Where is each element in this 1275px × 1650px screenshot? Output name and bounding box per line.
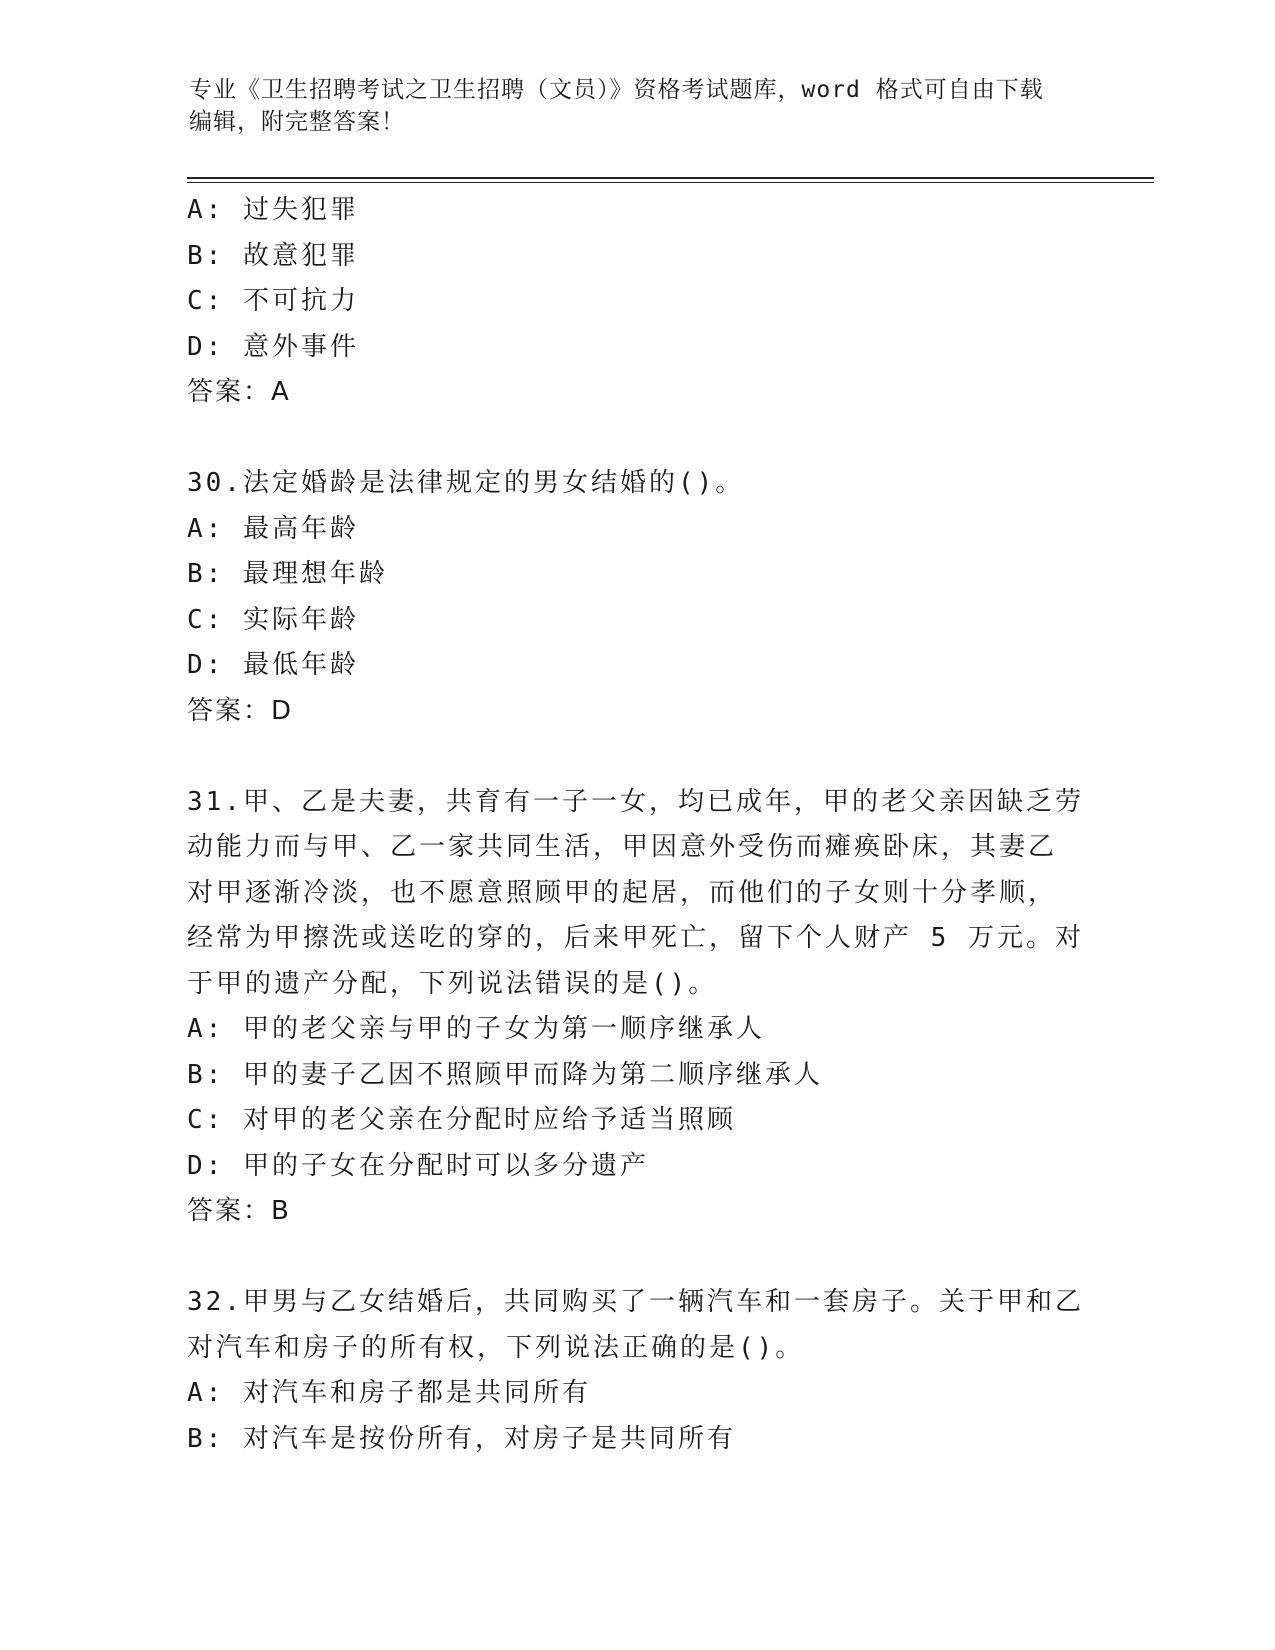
question-stem: 对汽车和房子的所有权，下列说法正确的是()。 (187, 1332, 805, 1363)
header-divider-thick (187, 177, 1154, 179)
option-b: B: 甲的妻子乙因不照顾甲而降为第二顺序继承人 (187, 1059, 823, 1090)
header-line-2: 编辑，附完整答案！ (189, 109, 405, 135)
option-c: C: 对甲的老父亲在分配时应给予适当照顾 (187, 1105, 736, 1135)
question-stem: 31.甲、乙是夫妻，共育有一子一女，均已成年，甲的老父亲因缺乏劳 (187, 786, 1084, 817)
option-d: D: 意外事件 (187, 331, 359, 362)
header-line-1: 专业《卫生招聘考试之卫生招聘（文员）》资格考试题库，word 格式可自由下载 (189, 77, 1044, 103)
answer-line: 答案：B (187, 1196, 291, 1226)
option-a: A: 过失犯罪 (187, 195, 359, 225)
question-stem: 对甲逐渐冷淡，也不愿意照顾甲的起居，而他们的子女则十分孝顺， (187, 877, 1058, 908)
question-32-block (187, 1280, 1087, 1462)
option-d: D: 最低年龄 (187, 650, 359, 680)
question-content (187, 188, 1087, 1462)
question-stem: 于甲的遗产分配，下列说法错误的是()。 (187, 968, 718, 999)
option-c: C: 实际年龄 (187, 604, 359, 635)
question-31-block (187, 780, 1087, 1235)
question-30-block (187, 461, 1087, 734)
option-a: A: 对汽车和房子都是共同所有 (187, 1378, 591, 1408)
previous-question-block (187, 188, 1087, 416)
question-stem: 经常为甲擦洗或送吃的穿的，后来甲死亡，留下个人财产 5 万元。对 (187, 923, 1084, 953)
header-divider-thin (187, 182, 1154, 183)
question-stem: 30.法定婚龄是法律规定的男女结婚的()。 (187, 468, 745, 498)
document-header (189, 74, 1089, 138)
spacer (187, 1235, 1087, 1281)
answer-line: 答案：D (187, 695, 294, 726)
spacer (187, 416, 1087, 462)
question-stem: 32.甲男与乙女结婚后，共同购买了一辆汽车和一套房子。关于甲和乙 (187, 1287, 1084, 1317)
question-stem: 动能力而与甲、乙一家共同生活，甲因意外受伤而瘫痪卧床，其妻乙 (187, 832, 1058, 862)
option-c: C: 不可抗力 (187, 286, 359, 316)
option-b: B: 故意犯罪 (187, 240, 359, 271)
option-b: B: 最理想年龄 (187, 559, 388, 589)
option-a: A: 最高年龄 (187, 513, 359, 544)
option-b: B: 对汽车是按份所有，对房子是共同所有 (187, 1423, 736, 1454)
answer-line: 答案：A (187, 377, 291, 407)
option-d: D: 甲的子女在分配时可以多分遗产 (187, 1150, 649, 1181)
spacer (187, 734, 1087, 780)
option-a: A: 甲的老父亲与甲的子女为第一顺序继承人 (187, 1014, 765, 1044)
